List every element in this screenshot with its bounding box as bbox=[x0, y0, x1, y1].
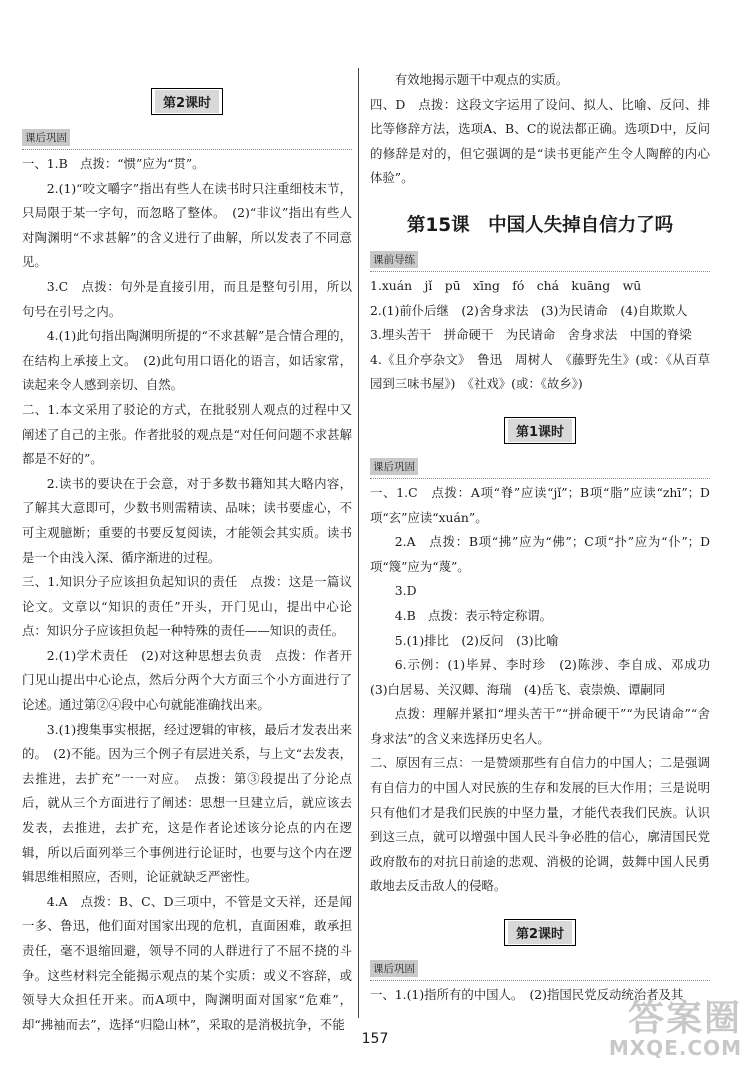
lesson-title: 第15课 中国人失掉自信力了吗 bbox=[406, 214, 674, 236]
lesson1-answer-list bbox=[370, 481, 723, 899]
column-divider bbox=[358, 68, 359, 1018]
answer-paragraph: 二、原因有三点：一是赞颂那些有自信力的中国人；二是强调有自信力的中国人对民族的生存和发展的巨大作用；三是说明只有他们才是我们民族的中坚力量，才能代表我们民族。认识到这三点，就可以增强中国人民斗争必胜的信心，廓清国民党政府散布的对抗日前途的悲观、消极的论调，鼓舞中国人民勇敢地去反击敌人的侵略。 bbox=[370, 755, 710, 894]
answer-paragraph: 二、1.本文采用了驳论的方式，在批驳别人观点的过程中又阐述了自己的主张。作者批驳的观点是“对任何问题不求甚解都是不好的”。 bbox=[22, 401, 352, 467]
answer-paragraph: 2.(1)学术责任 (2)对这种思想去负责 点拨：作者开门见山提出中心论点，然后分两个大方面三个小方面进行了论述。通过第②④段中心句就能准确找出来。 bbox=[22, 647, 352, 713]
answer-paragraph: 3.D bbox=[394, 583, 417, 599]
answer-paragraph: 有效地揭示题干中观点的实质。 bbox=[394, 72, 569, 87]
answer-list bbox=[22, 152, 352, 1037]
answer-paragraph: 3.(1)搜集事实根据，经过逻辑的审核，最后才发表出来的。 (2)不能。因为三个例子有层进关系，与上文“去发表，去推进，去扩充”一一对应。 点拨：第③段提出了分论点后，就从三个方面进行了阐述：思想一旦建立后，就应该去发表，去推进，去扩充，这是作者论述该分论点的内在逻辑，所以后面列举三个事例进行论证时，也要与这个内在逻辑思维相照应，否则，论证就缺乏严密性。 bbox=[22, 721, 352, 885]
lesson1-tag: 课后巩固 bbox=[370, 458, 418, 475]
right-column bbox=[370, 68, 723, 1008]
pre-practice-tag: 课前导练 bbox=[370, 251, 418, 268]
lesson2-tag: 课后巩固 bbox=[370, 960, 418, 977]
answer-paragraph: 点拨：理解并紧扣“埋头苦干”“拼命硬干”“为民请命”“舍身求法”的含义来选择历史名人。 bbox=[370, 706, 710, 746]
lesson2-box-title: 第2课时 bbox=[504, 919, 576, 946]
answer-paragraph: 一、1.C 点拨：A项“脊”应读“jǐ”；B项“脂”应读“zhī”；D项“玄”应读“xuán”。 bbox=[370, 484, 710, 525]
left-column bbox=[22, 68, 352, 1037]
answer-paragraph: 3.埋头苦干 拼命硬干 为民请命 舍身求法 中国的脊梁 bbox=[370, 327, 692, 343]
answer-list-continued bbox=[370, 68, 710, 191]
answer-paragraph: 3.C 点拨：句外是直接引用，而且是整句引用，所以句号在引号之内。 bbox=[22, 278, 352, 319]
answer-paragraph: 一、1.B 点拨：“惯”应为“贯”。 bbox=[22, 156, 205, 171]
answer-paragraph: 三、1.知识分子应该担负起知识的责任 点拨：这是一篇议论文。文章以“知识的责任”开头，开门见山，提出中心论点：知识分子应该担负起一种特殊的责任——知识的责任。 bbox=[22, 574, 352, 639]
answer-paragraph: 1.xuán jǐ pū xīng fó chá kuāng wū bbox=[370, 277, 642, 293]
pre-tag-row bbox=[370, 247, 710, 272]
answer-paragraph: 4.A 点拨：B、C、D三项中，不管是文天祥，还是闻一多、鲁迅，他们面对国家出现的危机，直面困难，敢承担责任，毫不退缩回避，领导不同的人群进行了不屈不挠的斗争。这些材料完全能揭示观点的某个实质：或义不容辞，或领导大众担任开来。而A项中，陶渊明面对国家“危难”，却“拂袖而去”，选择“归隐山林”，采取的是消极抗争，不能 bbox=[22, 893, 352, 1032]
watermark-logo: 答案圈 MXQE.COM bbox=[608, 998, 742, 1060]
answer-paragraph: 2.(1)“咬文嚼字”指出有些人在读书时只注重细枝末节，只局限于某一字句，而忽略了整体。 (2)“非议”指出有些人对陶渊明“不求甚解”的含义进行了曲解，所以发表了不同意见。 bbox=[22, 180, 352, 270]
answer-paragraph: 5.(1)排比 (2)反问 (3)比喻 bbox=[394, 632, 559, 648]
lesson1-box-title: 第1课时 bbox=[504, 417, 576, 444]
answer-paragraph: 4.(1)此句指出陶渊明所提的“不求甚解”是合情合理的，在结构上承接上文。 (2)此句用口语化的语言，如话家常，读起来令人感到亲切、自然。 bbox=[22, 328, 352, 393]
section-box-title: 第2课时 bbox=[151, 88, 223, 115]
answer-paragraph: 4.《且介亭杂文》 鲁迅 周树人 《藤野先生》(或：《从百草园到三味书屋》) 《社戏》(或：《故乡》) bbox=[370, 351, 710, 392]
lesson1-tag-row bbox=[370, 454, 710, 479]
answer-paragraph: 一、1.(1)指所有的中国人。 (2)指国民党反动统治者及其 bbox=[370, 987, 684, 1003]
page-number: 157 bbox=[361, 1031, 389, 1047]
section-tag: 课后巩固 bbox=[22, 129, 70, 146]
answer-paragraph: 2.(1)前仆后继 (2)舍身求法 (3)为民请命 (4)自欺欺人 bbox=[370, 302, 688, 318]
lesson2-tag-row bbox=[370, 956, 710, 981]
pre-practice-list bbox=[370, 274, 710, 397]
answer-paragraph: 四、D 点拨：这段文字运用了设问、拟人、比喻、反问、排比等修辞方法，选项A、B、C的说法都正确。选项D中，反问的修辞是对的，但它强调的是“读书更能产生令人陶醉的内心体验”。 bbox=[370, 96, 710, 186]
answer-paragraph: 4.B 点拨：表示特定称谓。 bbox=[394, 607, 553, 623]
answer-paragraph: 2.A 点拨：B项“拂”应为“佛”；C项“扑”应为“仆”；D项“篾”应为“蔑”。 bbox=[370, 534, 710, 574]
answer-paragraph: 2.读书的要诀在于会意，对于多数书籍知其大略内容，了解其大意即可，少数书则需精读、品味；读书要虚心，不可主观臆断；重要的书要反复阅读，才能领会其实质。读书是一个由浅入深、循序渐进的过程。 bbox=[22, 475, 352, 565]
answer-paragraph: 6.示例：(1)毕昇、李时珍 (2)陈涉、李自成、邓成功 (3)白居易、关汉卿、海瑞 (4)岳飞、袁崇焕、谭嗣同 bbox=[370, 657, 723, 697]
section-tag-row bbox=[22, 125, 352, 150]
